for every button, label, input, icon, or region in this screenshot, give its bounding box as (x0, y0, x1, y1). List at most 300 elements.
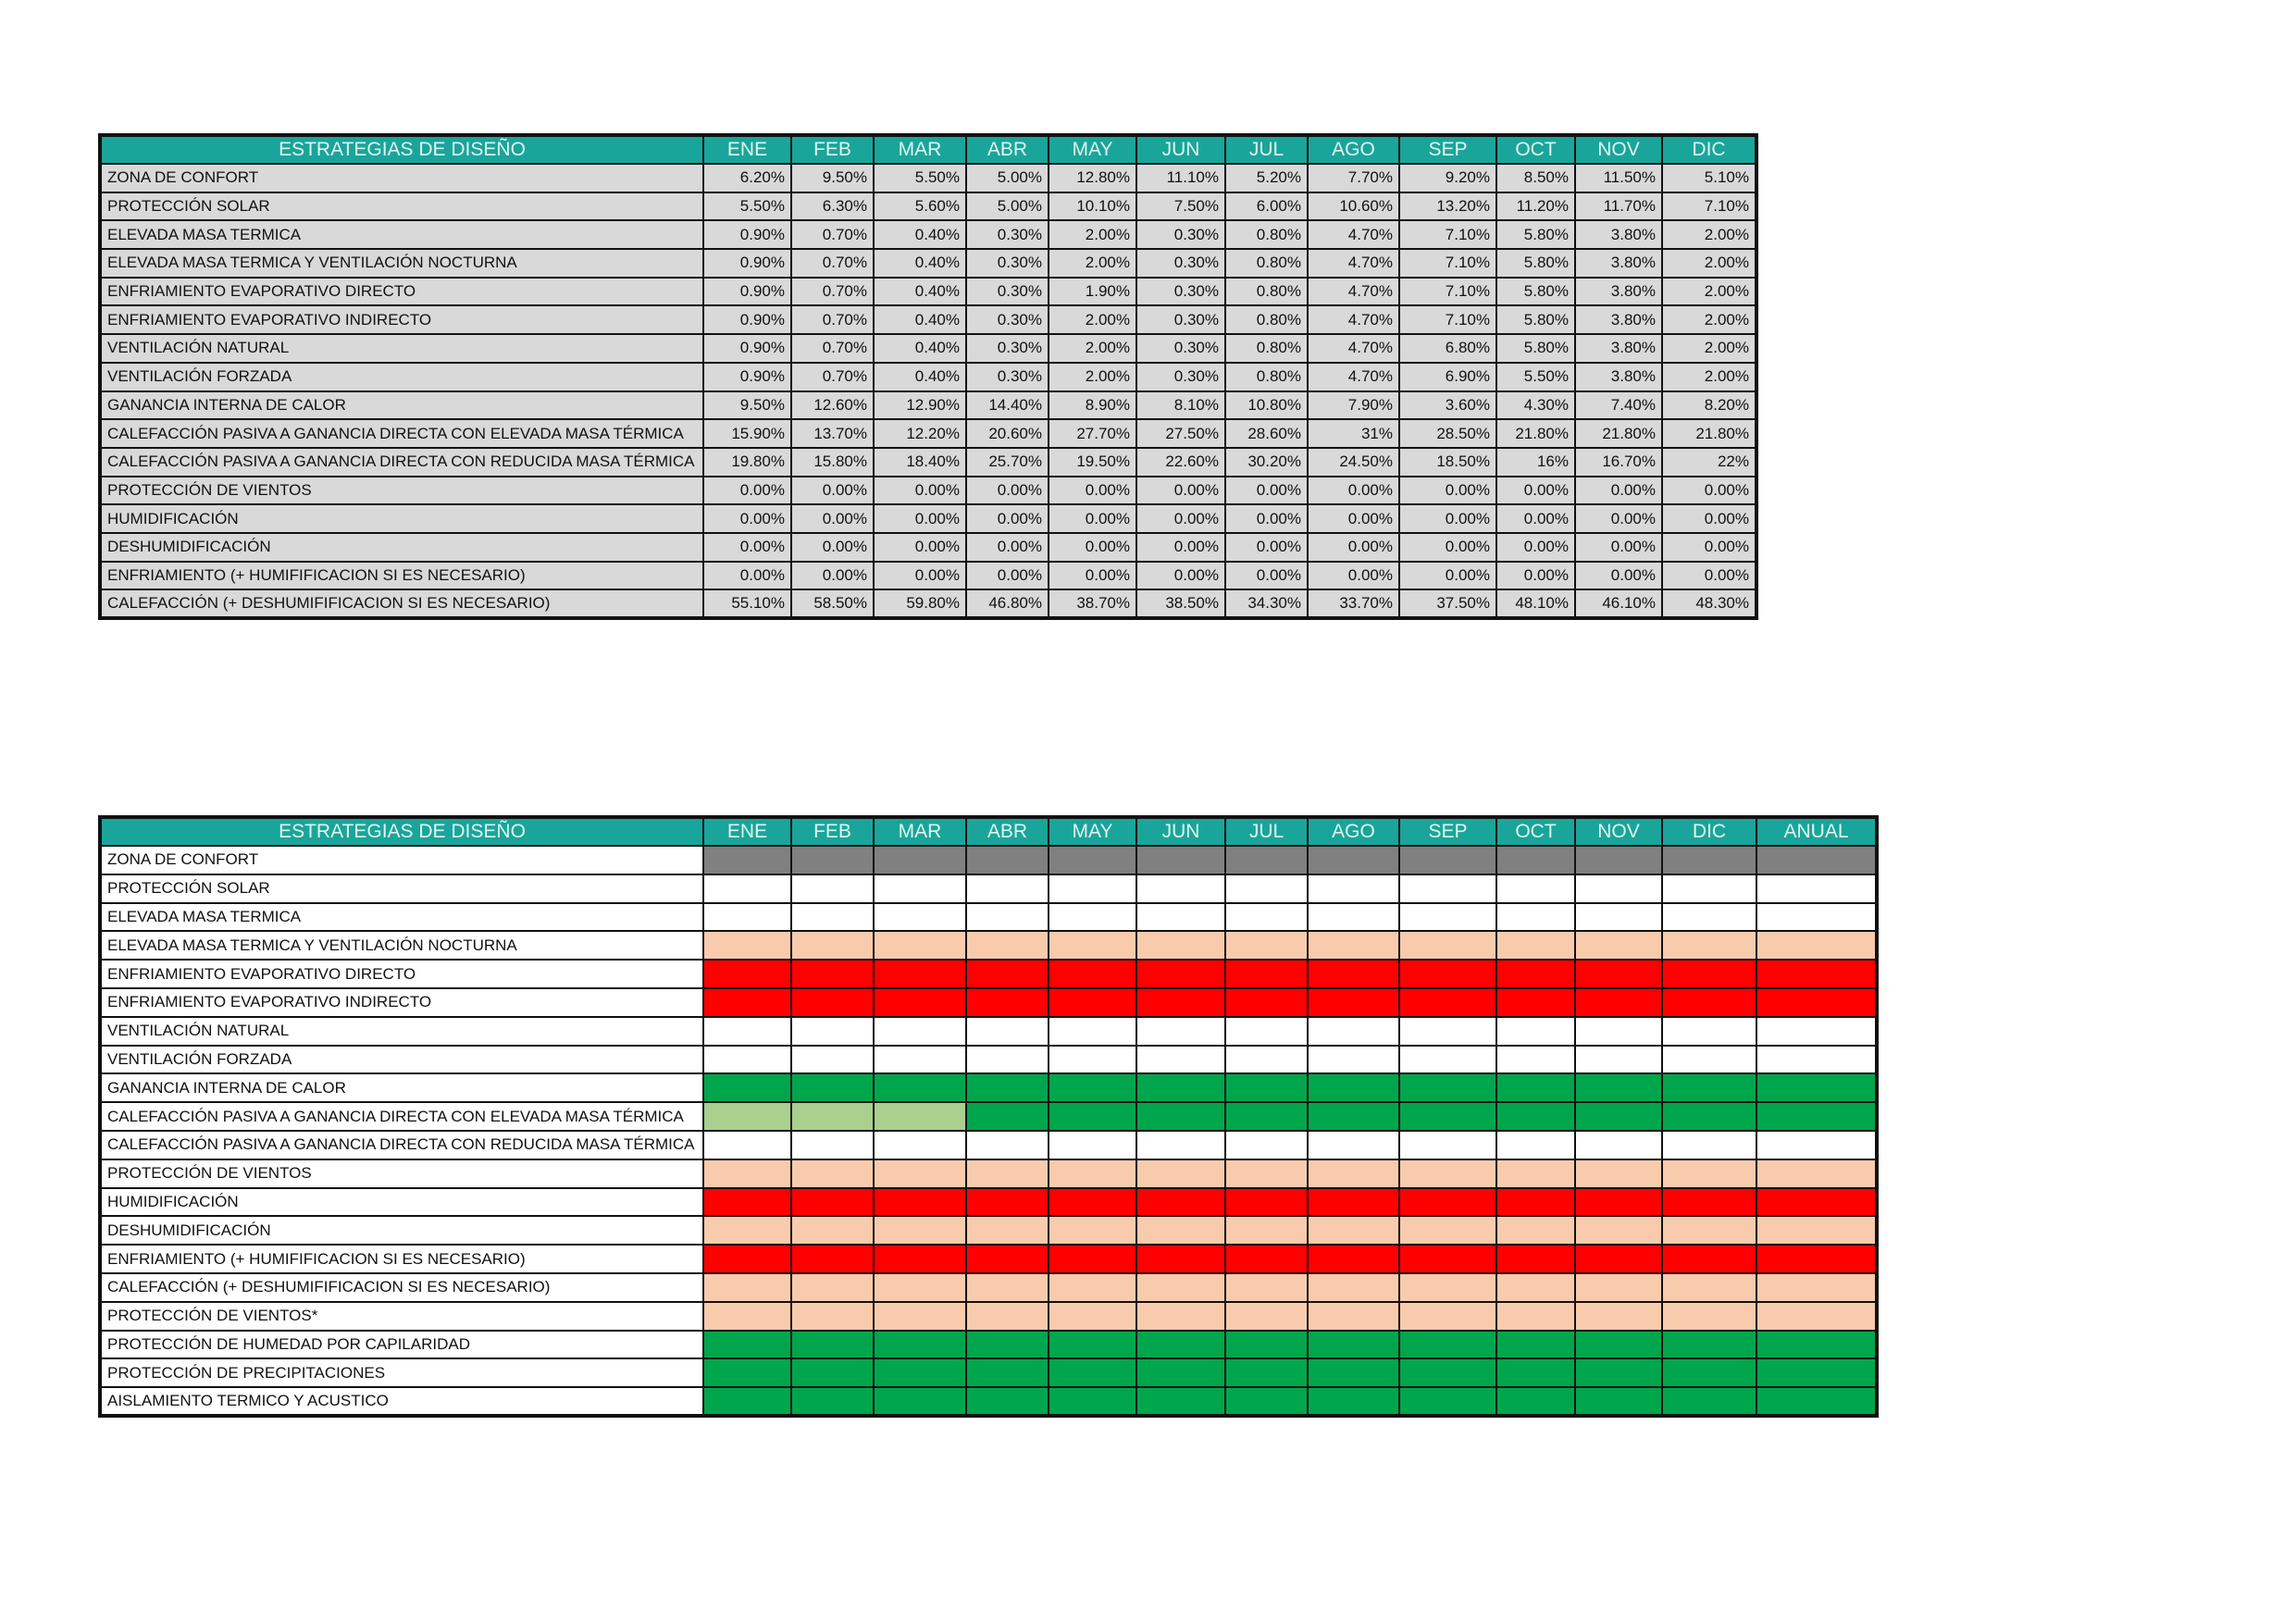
status-color-cell (1662, 1017, 1756, 1046)
table-row (100, 562, 1756, 590)
status-color-cell (1496, 1131, 1575, 1159)
status-color-cell (1399, 903, 1496, 932)
percentage-cell: 5.50% (874, 164, 966, 192)
status-color-cell (1662, 1046, 1756, 1074)
status-color-cell (874, 1102, 966, 1131)
status-color-cell (703, 1245, 791, 1273)
status-color-cell (1308, 1131, 1399, 1159)
status-color-cell (1225, 988, 1308, 1017)
status-color-cell (703, 1017, 791, 1046)
strategy-label: ELEVADA MASA TERMICA Y VENTILACIÓN NOCTURNA (100, 249, 703, 278)
percentage-cell: 0.30% (1136, 334, 1225, 363)
status-color-cell (966, 1358, 1049, 1387)
table-row (100, 419, 1756, 448)
percentage-cell: 6.00% (1225, 192, 1308, 221)
percentage-cell: 37.50% (1399, 589, 1496, 618)
status-color-cell (1756, 1302, 1877, 1331)
status-color-cell (1308, 931, 1399, 960)
percentage-cell: 0.00% (1225, 504, 1308, 533)
percentage-cell: 20.60% (966, 419, 1049, 448)
percentage-cell: 14.40% (966, 391, 1049, 420)
percentage-cell: 0.30% (1136, 278, 1225, 306)
status-color-cell (874, 960, 966, 988)
monthly-strategies-color-matrix (98, 815, 1879, 1418)
status-color-cell (703, 1387, 791, 1416)
status-color-cell (1496, 960, 1575, 988)
status-color-cell (1662, 1302, 1756, 1331)
status-color-cell (1308, 1017, 1399, 1046)
percentage-cell: 3.80% (1575, 363, 1662, 391)
percentage-cell: 0.70% (791, 363, 874, 391)
status-color-cell (1136, 1216, 1225, 1245)
table-row (100, 192, 1756, 221)
status-color-cell (1049, 1102, 1136, 1131)
status-color-cell (1136, 874, 1225, 903)
table-row (100, 1131, 1877, 1159)
status-color-cell (874, 1073, 966, 1102)
header-month: MAR (874, 817, 966, 846)
header-month: JUL (1225, 135, 1308, 164)
status-color-cell (703, 874, 791, 903)
percentage-cell: 6.90% (1399, 363, 1496, 391)
status-color-cell (1756, 1131, 1877, 1159)
status-color-cell (1399, 1273, 1496, 1302)
status-color-cell (1136, 903, 1225, 932)
status-color-cell (1308, 960, 1399, 988)
table-row (100, 278, 1756, 306)
status-color-cell (791, 1273, 874, 1302)
status-color-cell (791, 1131, 874, 1159)
status-color-cell (1308, 1188, 1399, 1217)
percentage-cell: 0.00% (791, 562, 874, 590)
status-color-cell (1225, 1216, 1308, 1245)
status-color-cell (1225, 960, 1308, 988)
status-color-cell (1756, 1188, 1877, 1217)
percentage-cell: 4.30% (1496, 391, 1575, 420)
status-color-cell (966, 903, 1049, 932)
status-color-cell (1136, 1245, 1225, 1273)
status-color-cell (1049, 1273, 1136, 1302)
percentage-cell: 0.00% (1225, 562, 1308, 590)
percentage-cell: 0.00% (1496, 562, 1575, 590)
percentage-cell: 0.30% (1136, 220, 1225, 249)
status-color-cell (1662, 846, 1756, 874)
status-color-cell (1575, 1216, 1662, 1245)
percentage-cell: 0.00% (1308, 562, 1399, 590)
status-color-cell (703, 1273, 791, 1302)
percentage-cell: 0.00% (1575, 504, 1662, 533)
header-month: OCT (1496, 135, 1575, 164)
percentage-cell: 16% (1496, 448, 1575, 477)
status-color-cell (1575, 1073, 1662, 1102)
status-color-cell (1399, 1159, 1496, 1188)
table-row (100, 1159, 1877, 1188)
table-row (100, 1216, 1877, 1245)
strategy-label: CALEFACCIÓN PASIVA A GANANCIA DIRECTA CON REDUCIDA MASA TÉRMICA (100, 448, 703, 477)
percentage-cell: 0.00% (791, 477, 874, 505)
percentage-cell: 48.10% (1496, 589, 1575, 618)
status-color-cell (703, 988, 791, 1017)
status-color-cell (1496, 1188, 1575, 1217)
status-color-cell (874, 1302, 966, 1331)
status-color-cell (791, 1017, 874, 1046)
strategy-label: VENTILACIÓN NATURAL (100, 334, 703, 363)
status-color-cell (1225, 1188, 1308, 1217)
strategy-label: ZONA DE CONFORT (100, 846, 703, 874)
status-color-cell (1399, 1331, 1496, 1359)
status-color-cell (1225, 1245, 1308, 1273)
percentage-cell: 4.70% (1308, 220, 1399, 249)
percentage-cell: 5.80% (1496, 305, 1575, 334)
status-color-cell (791, 1102, 874, 1131)
percentage-cell: 3.80% (1575, 305, 1662, 334)
percentage-cell: 7.40% (1575, 391, 1662, 420)
status-color-cell (1136, 1017, 1225, 1046)
percentage-cell: 10.10% (1049, 192, 1136, 221)
header-month: MAR (874, 135, 966, 164)
status-color-cell (1575, 874, 1662, 903)
status-color-cell (1756, 874, 1877, 903)
table-row (100, 931, 1877, 960)
percentage-cell: 27.70% (1049, 419, 1136, 448)
percentage-cell: 7.10% (1399, 249, 1496, 278)
strategy-label: VENTILACIÓN FORZADA (100, 1046, 703, 1074)
status-color-cell (703, 1188, 791, 1217)
status-color-cell (703, 846, 791, 874)
percentage-cell: 0.40% (874, 334, 966, 363)
percentage-cell: 0.00% (1575, 562, 1662, 590)
status-color-cell (1756, 1073, 1877, 1102)
percentage-cell: 6.20% (703, 164, 791, 192)
status-color-cell (703, 1302, 791, 1331)
status-color-cell (1136, 1073, 1225, 1102)
status-color-cell (966, 1302, 1049, 1331)
status-color-cell (1399, 1102, 1496, 1131)
percentage-cell: 7.10% (1399, 305, 1496, 334)
status-color-cell (1662, 1331, 1756, 1359)
percentage-cell: 0.90% (703, 278, 791, 306)
status-color-cell (1756, 988, 1877, 1017)
percentage-cell: 0.00% (874, 477, 966, 505)
status-color-cell (1496, 1387, 1575, 1416)
percentage-cell: 18.40% (874, 448, 966, 477)
status-color-cell (1225, 1358, 1308, 1387)
status-color-cell (1049, 1387, 1136, 1416)
status-color-cell (1496, 931, 1575, 960)
strategy-label: VENTILACIÓN FORZADA (100, 363, 703, 391)
header-month: ABR (966, 817, 1049, 846)
percentage-cell: 0.00% (1049, 504, 1136, 533)
percentage-cell: 0.00% (1049, 533, 1136, 562)
percentage-cell: 2.00% (1662, 278, 1756, 306)
percentage-cell: 0.00% (1399, 477, 1496, 505)
status-color-cell (874, 874, 966, 903)
status-color-cell (966, 874, 1049, 903)
strategy-label: PROTECCIÓN SOLAR (100, 874, 703, 903)
status-color-cell (1496, 1331, 1575, 1359)
status-color-cell (1756, 1159, 1877, 1188)
status-color-cell (1136, 988, 1225, 1017)
percentage-cell: 2.00% (1662, 305, 1756, 334)
percentage-cell: 25.70% (966, 448, 1049, 477)
status-color-cell (1662, 988, 1756, 1017)
status-color-cell (1308, 1331, 1399, 1359)
header-month: SEP (1399, 135, 1496, 164)
strategy-label: GANANCIA INTERNA DE CALOR (100, 391, 703, 420)
status-color-cell (1756, 1331, 1877, 1359)
status-color-cell (1399, 931, 1496, 960)
percentage-cell: 0.00% (703, 533, 791, 562)
percentage-cell: 31% (1308, 419, 1399, 448)
status-color-cell (703, 1216, 791, 1245)
status-color-cell (1756, 1017, 1877, 1046)
status-color-cell (1136, 1188, 1225, 1217)
percentage-cell: 0.00% (874, 562, 966, 590)
status-color-cell (1136, 1131, 1225, 1159)
status-color-cell (1308, 1073, 1399, 1102)
percentage-cell: 46.10% (1575, 589, 1662, 618)
percentage-cell: 0.00% (1575, 477, 1662, 505)
status-color-cell (1662, 1159, 1756, 1188)
percentage-cell: 6.80% (1399, 334, 1496, 363)
percentage-cell: 0.00% (966, 533, 1049, 562)
table-row (100, 846, 1877, 874)
percentage-cell: 21.80% (1496, 419, 1575, 448)
status-color-cell (1575, 1273, 1662, 1302)
status-color-cell (1496, 1358, 1575, 1387)
status-color-cell (966, 1245, 1049, 1273)
percentage-cell: 0.00% (1225, 477, 1308, 505)
status-color-cell (1136, 1387, 1225, 1416)
status-color-cell (966, 988, 1049, 1017)
status-color-cell (791, 1387, 874, 1416)
status-color-cell (703, 1102, 791, 1131)
table-row (100, 1046, 1877, 1074)
percentage-cell: 8.20% (1662, 391, 1756, 420)
strategy-label: ENFRIAMIENTO (+ HUMIFIFICACION SI ES NECESARIO) (100, 1245, 703, 1273)
status-color-cell (874, 1131, 966, 1159)
status-color-cell (1225, 1302, 1308, 1331)
status-color-cell (1225, 1102, 1308, 1131)
status-color-cell (1225, 846, 1308, 874)
status-color-cell (1136, 960, 1225, 988)
header-strategies: ESTRATEGIAS DE DISEÑO (100, 817, 703, 846)
status-color-cell (703, 931, 791, 960)
status-color-cell (1308, 1102, 1399, 1131)
percentage-cell: 0.70% (791, 278, 874, 306)
percentage-cell: 5.10% (1662, 164, 1756, 192)
strategy-label: DESHUMIDIFICACIÓN (100, 533, 703, 562)
status-color-cell (966, 1188, 1049, 1217)
status-color-cell (791, 960, 874, 988)
status-color-cell (874, 846, 966, 874)
status-color-cell (1225, 1273, 1308, 1302)
percentage-cell: 0.40% (874, 220, 966, 249)
percentage-cell: 0.30% (966, 363, 1049, 391)
percentage-cell: 2.00% (1662, 220, 1756, 249)
header-month: ABR (966, 135, 1049, 164)
status-color-cell (1136, 1331, 1225, 1359)
status-color-cell (1308, 874, 1399, 903)
percentage-cell: 0.00% (1136, 477, 1225, 505)
percentage-cell: 0.40% (874, 363, 966, 391)
percentage-cell: 7.70% (1308, 164, 1399, 192)
status-color-cell (1575, 1159, 1662, 1188)
percentage-cell: 15.80% (791, 448, 874, 477)
status-color-cell (1662, 874, 1756, 903)
status-color-cell (1225, 1131, 1308, 1159)
table-row (100, 305, 1756, 334)
status-color-cell (1662, 1387, 1756, 1416)
table-row (100, 1331, 1877, 1359)
strategy-label: ELEVADA MASA TERMICA (100, 903, 703, 932)
status-color-cell (791, 1216, 874, 1245)
percentage-cell: 0.30% (966, 278, 1049, 306)
percentage-cell: 4.70% (1308, 278, 1399, 306)
status-color-cell (966, 1102, 1049, 1131)
status-color-cell (1049, 1017, 1136, 1046)
table-row (100, 533, 1756, 562)
percentage-cell: 5.00% (966, 192, 1049, 221)
status-color-cell (1399, 874, 1496, 903)
percentage-cell: 11.70% (1575, 192, 1662, 221)
status-color-cell (1496, 1216, 1575, 1245)
table-header-row (100, 135, 1756, 164)
percentage-cell: 0.30% (1136, 249, 1225, 278)
status-color-cell (1399, 1188, 1496, 1217)
table-row (100, 960, 1877, 988)
status-color-cell (1049, 846, 1136, 874)
header-month: JUN (1136, 135, 1225, 164)
percentage-cell: 0.00% (966, 562, 1049, 590)
percentage-cell: 2.00% (1049, 220, 1136, 249)
status-color-cell (966, 1046, 1049, 1074)
percentage-cell: 46.80% (966, 589, 1049, 618)
status-color-cell (1575, 931, 1662, 960)
percentage-cell: 7.10% (1662, 192, 1756, 221)
status-color-cell (1049, 1358, 1136, 1387)
status-color-cell (1136, 1102, 1225, 1131)
status-color-cell (1399, 1073, 1496, 1102)
table-row (100, 477, 1756, 505)
status-color-cell (1308, 1216, 1399, 1245)
percentage-cell: 0.40% (874, 249, 966, 278)
percentage-cell: 0.40% (874, 305, 966, 334)
percentage-cell: 21.80% (1662, 419, 1756, 448)
percentage-cell: 0.90% (703, 334, 791, 363)
status-color-cell (1308, 1245, 1399, 1273)
status-color-cell (874, 988, 966, 1017)
status-color-cell (1049, 1188, 1136, 1217)
status-color-cell (1756, 1046, 1877, 1074)
status-color-cell (1225, 931, 1308, 960)
status-color-cell (1575, 1017, 1662, 1046)
status-color-cell (874, 903, 966, 932)
status-color-cell (1308, 1302, 1399, 1331)
table-row (100, 988, 1877, 1017)
percentage-cell: 0.70% (791, 220, 874, 249)
status-color-cell (791, 874, 874, 903)
status-color-cell (1225, 874, 1308, 903)
percentage-cell: 0.00% (1496, 477, 1575, 505)
percentage-cell: 4.70% (1308, 305, 1399, 334)
status-color-cell (1575, 960, 1662, 988)
strategy-label: ENFRIAMIENTO EVAPORATIVO INDIRECTO (100, 305, 703, 334)
percentage-cell: 5.50% (1496, 363, 1575, 391)
status-color-cell (1308, 1273, 1399, 1302)
table-row (100, 164, 1756, 192)
percentage-cell: 19.80% (703, 448, 791, 477)
strategy-label: PROTECCIÓN DE VIENTOS (100, 1159, 703, 1188)
monthly-strategies-percentage-table (98, 133, 1758, 620)
header-month: MAY (1049, 817, 1136, 846)
status-color-cell (1575, 1046, 1662, 1074)
table-row (100, 1245, 1877, 1273)
header-month: ENE (703, 135, 791, 164)
percentage-cell: 24.50% (1308, 448, 1399, 477)
percentage-cell: 38.50% (1136, 589, 1225, 618)
table-row (100, 1358, 1877, 1387)
percentage-cell: 3.80% (1575, 249, 1662, 278)
status-color-cell (1399, 1131, 1496, 1159)
percentage-cell: 22.60% (1136, 448, 1225, 477)
status-color-cell (1575, 1387, 1662, 1416)
status-color-cell (1756, 1387, 1877, 1416)
table-row (100, 448, 1756, 477)
status-color-cell (1662, 903, 1756, 932)
percentage-cell: 2.00% (1662, 249, 1756, 278)
percentage-cell: 0.00% (703, 504, 791, 533)
status-color-cell (1049, 1131, 1136, 1159)
percentage-cell: 0.80% (1225, 334, 1308, 363)
percentage-cell: 5.80% (1496, 249, 1575, 278)
status-color-cell (1399, 1302, 1496, 1331)
status-color-cell (703, 1131, 791, 1159)
percentage-cell: 5.00% (966, 164, 1049, 192)
status-color-cell (1136, 1358, 1225, 1387)
percentage-cell: 0.00% (703, 562, 791, 590)
percentage-cell: 12.80% (1049, 164, 1136, 192)
status-color-cell (703, 1046, 791, 1074)
strategy-label: PROTECCIÓN SOLAR (100, 192, 703, 221)
status-color-cell (791, 1331, 874, 1359)
status-color-cell (874, 1046, 966, 1074)
strategy-label: ELEVADA MASA TERMICA Y VENTILACIÓN NOCTURNA (100, 931, 703, 960)
percentage-cell: 0.30% (966, 305, 1049, 334)
status-color-cell (1575, 1358, 1662, 1387)
percentage-cell: 58.50% (791, 589, 874, 618)
percentage-cell: 0.00% (966, 477, 1049, 505)
status-color-cell (1308, 1159, 1399, 1188)
percentage-cell: 2.00% (1049, 249, 1136, 278)
header-month: JUL (1225, 817, 1308, 846)
status-color-cell (1662, 1131, 1756, 1159)
percentage-cell: 0.00% (1399, 504, 1496, 533)
status-color-cell (1496, 1102, 1575, 1131)
header-month: ANUAL (1756, 817, 1877, 846)
percentage-cell: 0.00% (1049, 477, 1136, 505)
percentage-cell: 18.50% (1399, 448, 1496, 477)
status-color-cell (703, 960, 791, 988)
table-header-row (100, 817, 1877, 846)
strategy-label: DESHUMIDIFICACIÓN (100, 1216, 703, 1245)
strategy-label: ELEVADA MASA TERMICA (100, 220, 703, 249)
table-row (100, 874, 1877, 903)
percentage-cell: 2.00% (1662, 363, 1756, 391)
table-row (100, 1302, 1877, 1331)
status-color-cell (791, 988, 874, 1017)
percentage-cell: 0.00% (1399, 562, 1496, 590)
